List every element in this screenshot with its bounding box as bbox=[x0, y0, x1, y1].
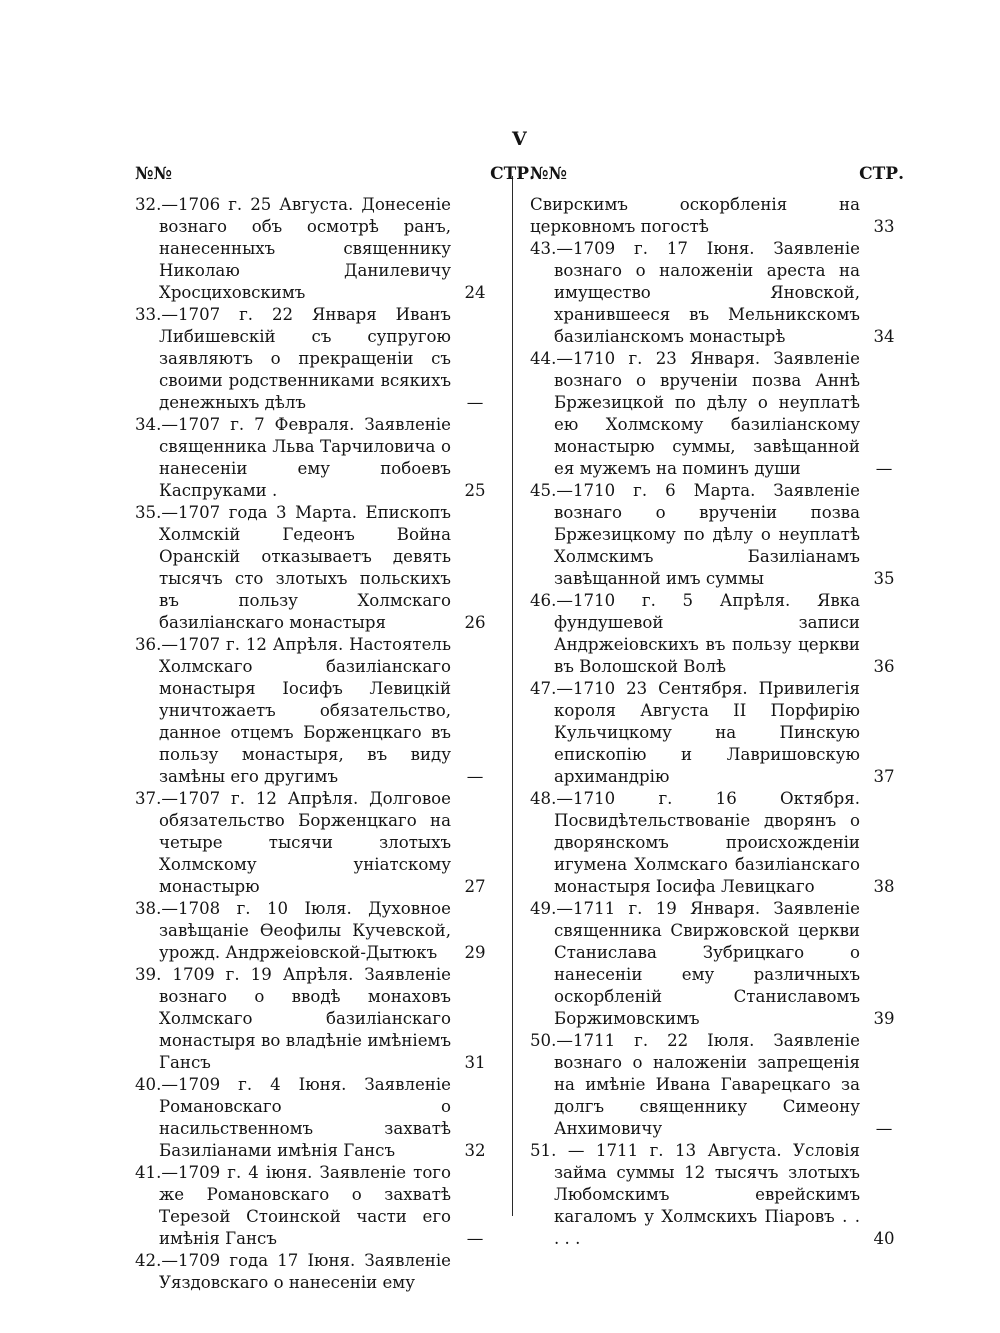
toc-entry bbox=[530, 238, 904, 348]
toc-entry bbox=[530, 1030, 904, 1140]
toc-entry-page: 36 bbox=[873, 657, 895, 676]
left-column bbox=[135, 164, 535, 1294]
toc-entry-page: 37 bbox=[873, 767, 895, 786]
toc-entry bbox=[135, 788, 495, 898]
toc-entry bbox=[135, 194, 495, 304]
toc-entry bbox=[530, 898, 904, 1030]
toc-entry-text: 33.—1707 г. 22 Января Иванъ Либишевскій съ супругою заявляютъ о прекращеніи съ своими родственниками всякихъ денежныхъ дѣлъ bbox=[135, 305, 451, 412]
toc-entry bbox=[530, 590, 904, 678]
toc-entry-text: 32.—1706 г. 25 Августа. Донесеніе вознаго объ осмотрѣ ранъ, нанесенныхъ священнику Николаю Данилевичу Хросциховскимъ bbox=[135, 195, 451, 302]
left-entry-list bbox=[135, 194, 495, 1294]
toc-entry-text: Свирскимъ оскорбленія на церковномъ погостѣ bbox=[530, 195, 860, 236]
toc-entry bbox=[135, 1074, 495, 1162]
toc-entry-page: 40 bbox=[873, 1229, 895, 1248]
toc-entry-page: 32 bbox=[464, 1141, 486, 1160]
left-column-header bbox=[135, 164, 535, 194]
toc-entry-text: 48.—1710 г. 16 Октября. Посвидѣтельствованіе дворянъ о дворянскомъ происхожденіи игумена Холмскаго базиліанскаго монастыря Іосифа Левицкаго bbox=[530, 789, 860, 896]
toc-entry-text: 36.—1707 г. 12 Апрѣля. Настоятель Холмскаго базиліанскаго монастыря Іосифъ Левицкій уничтожаетъ обязательство, данное отцемъ Борженцкаго въ пользу монастыря, въ виду замѣны его другимъ bbox=[135, 635, 451, 786]
right-entry-list bbox=[530, 194, 904, 1250]
toc-entry-page: 24 bbox=[464, 283, 486, 302]
numbers-label: №№ bbox=[135, 164, 172, 184]
toc-entry-text: 34.—1707 г. 7 Февраля. Заявленіе священника Льва Тарчиловича о нанесеніи ему побоевъ Каспруками . bbox=[135, 415, 451, 500]
toc-entry bbox=[135, 634, 495, 788]
column-divider bbox=[512, 176, 513, 1216]
toc-entry-text: 51. — 1711 г. 13 Августа. Условія займа суммы 12 тысячъ злотыхъ Любомскимъ еврейскимъ кагаломъ у Холмскихъ Піаровъ . . . . . bbox=[530, 1141, 860, 1248]
right-column-header bbox=[530, 164, 904, 194]
toc-entry-text: 40.—1709 г. 4 Іюня. Заявленіе Романовскаго о насильственномъ захватѣ Базиліанами имѣнія Гансъ bbox=[135, 1075, 451, 1160]
numbers-label: №№ bbox=[530, 164, 567, 184]
toc-entry-text: 49.—1711 г. 19 Января. Заявленіе священника Свиржовской церкви Станислава Зубрицкаго о нанесеніи ему различныхъ оскорбленій Станиславомъ Боржимовскимъ bbox=[530, 899, 860, 1028]
toc-entry-text: 37.—1707 г. 12 Апрѣля. Долговое обязательство Борженцкаго на четыре тысячи злотыхъ Холмскому уніатскому монастырю bbox=[135, 789, 451, 896]
toc-entry bbox=[530, 788, 904, 898]
toc-entry-text: 35.—1707 года 3 Марта. Епископъ Холмскій Гедеонъ Война Оранскій отказываетъ девять тысячъ сто злотыхъ польскихъ въ пользу Холмскаго базиліанскаго монастыря bbox=[135, 503, 451, 632]
toc-entry-page: — bbox=[466, 393, 484, 412]
toc-entry-page: 33 bbox=[873, 217, 895, 236]
toc-entry-text: 47.—1710 23 Сентября. Привилегія короля Августа II Порфирію Кульчицкому на Пинскую епископію и Лавришовскую архимандрію bbox=[530, 679, 860, 786]
toc-entry-text: 50.—1711 г. 22 Іюля. Заявленіе вознаго о наложеніи запрещенія на имѣніе Ивана Гаварецкаго за долгъ священнику Симеону Анхимовичу bbox=[530, 1031, 860, 1138]
toc-entry bbox=[530, 348, 904, 480]
toc-entry-page: — bbox=[875, 1119, 893, 1138]
toc-entry bbox=[135, 898, 495, 964]
toc-entry bbox=[530, 194, 904, 238]
toc-entry-page: 39 bbox=[873, 1009, 895, 1028]
toc-entry-text: 45.—1710 г. 6 Марта. Заявленіе вознаго о врученіи позва Бржезицкому по дѣлу о неуплатѣ Холмскимъ Базиліанамъ завѣщанной имъ суммы bbox=[530, 481, 860, 588]
toc-entry-page: 35 bbox=[873, 569, 895, 588]
folio-number: V bbox=[512, 128, 527, 150]
toc-entry bbox=[530, 678, 904, 788]
toc-entry bbox=[530, 1140, 904, 1250]
toc-entry-text: 39. 1709 г. 19 Апрѣля. Заявленіе вознаго о вводѣ монаховъ Холмскаго базиліанскаго монастыря во владѣніе имѣніемъ Гансъ bbox=[135, 965, 451, 1072]
toc-entry-text: 43.—1709 г. 17 Іюня. Заявленіе вознаго о наложеніи ареста на имущество Яновской, хранившееся въ Мельникскомъ базиліанскомъ монастырѣ bbox=[530, 239, 860, 346]
toc-entry-page: 29 bbox=[464, 943, 486, 962]
right-column bbox=[530, 164, 904, 1250]
toc-entry-page: — bbox=[466, 767, 484, 786]
toc-entry-text: 41.—1709 г. 4 іюня. Заявленіе того же Романовскаго о захватѣ Терезой Стоинской части его имѣнія Гансъ bbox=[135, 1163, 451, 1248]
toc-entry-page: — bbox=[466, 1229, 484, 1248]
toc-entry bbox=[530, 480, 904, 590]
toc-entry bbox=[135, 502, 495, 634]
toc-entry-text: 46.—1710 г. 5 Апрѣля. Явка фундушевой записи Андржеіовскихъ въ пользу церкви въ Волошской Волѣ bbox=[530, 591, 860, 676]
toc-entry bbox=[135, 414, 495, 502]
toc-entry-page: 34 bbox=[873, 327, 895, 346]
toc-entry-page: 27 bbox=[464, 877, 486, 896]
page-label: СТР. bbox=[490, 164, 535, 184]
toc-entry-page: 31 bbox=[464, 1053, 486, 1072]
page-label: СТР. bbox=[859, 164, 904, 184]
toc-entry-page: 38 bbox=[873, 877, 895, 896]
toc-entry bbox=[135, 304, 495, 414]
toc-entry-page: 25 bbox=[464, 481, 486, 500]
toc-entry-text: 44.—1710 г. 23 Января. Заявленіе вознаго о врученіи позва Аннѣ Бржезицкой по дѣлу о неуплатѣ ею Холмскому базиліанскому монастырю суммы, завѣщанной ея мужемъ на поминъ души bbox=[530, 349, 860, 478]
toc-entry bbox=[135, 964, 495, 1074]
toc-entry bbox=[135, 1162, 495, 1250]
toc-entry-text: 38.—1708 г. 10 Іюля. Духовное завѣщаніе Ѳеофилы Кучевской, урожд. Андржеіовской-Дытюкъ bbox=[135, 899, 451, 962]
toc-entry-text: 42.—1709 года 17 Іюня. Заявленіе Уяздовскаго о нанесеніи ему bbox=[135, 1251, 451, 1292]
toc-entry-page: 26 bbox=[464, 613, 486, 632]
toc-entry bbox=[135, 1250, 495, 1294]
toc-entry-page: — bbox=[875, 459, 893, 478]
